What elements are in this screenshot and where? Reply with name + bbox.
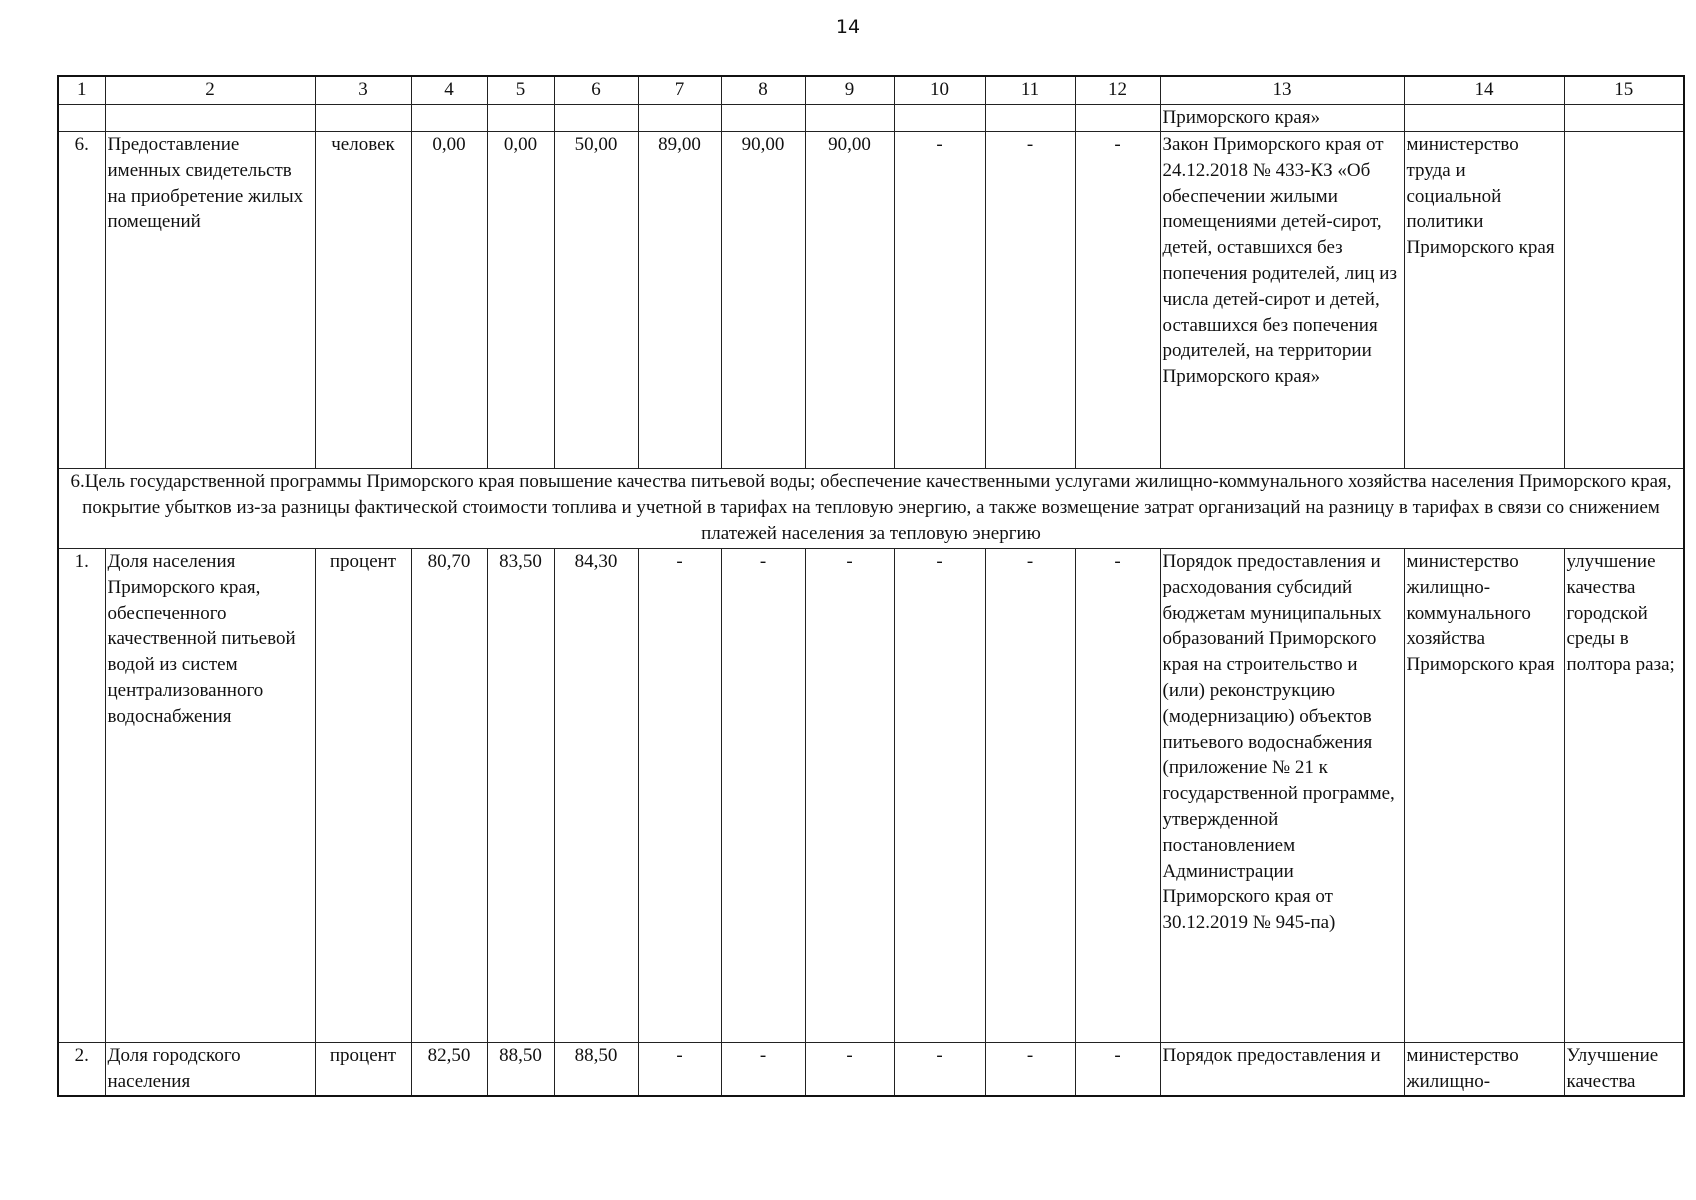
- legal-basis: Порядок предоставления и расходования субсидий бюджетам муниципальных образований Приморского края на строительство и (или) реконструкцию (модернизацию) объектов питьевого водоснабжения (приложение № 21 к государственной программе, утвержденной постановлением Администрации Приморского края от 30.12.2019 № 945-па): [1160, 549, 1404, 1043]
- indicator-name: Доля населения Приморского края, обеспеченного качественной питьевой водой из систем централизованного водоснабжения: [105, 549, 315, 1043]
- unit: процент: [315, 1043, 411, 1096]
- value-7: -: [638, 549, 721, 1043]
- col-header: 12: [1075, 76, 1160, 105]
- column-number-row: [58, 76, 1684, 105]
- col-header: 6: [554, 76, 638, 105]
- value-9: -: [805, 549, 894, 1043]
- row-number: 1.: [58, 549, 105, 1043]
- value-10: -: [894, 1043, 985, 1096]
- value-4: 82,50: [411, 1043, 487, 1096]
- value-8: -: [721, 1043, 805, 1096]
- value-11: -: [985, 132, 1075, 469]
- legal-basis: Порядок предоставления и: [1160, 1043, 1404, 1096]
- expected-result: Улучшение качества: [1564, 1043, 1684, 1096]
- value-9: -: [805, 1043, 894, 1096]
- col-header: 14: [1404, 76, 1564, 105]
- expected-result: [1564, 132, 1684, 469]
- value-11: -: [985, 549, 1075, 1043]
- unit: процент: [315, 549, 411, 1043]
- value-4: 0,00: [411, 132, 487, 469]
- value-12: -: [1075, 549, 1160, 1043]
- row-number: 6.: [58, 132, 105, 469]
- value-5: 88,50: [487, 1043, 554, 1096]
- value-6: 88,50: [554, 1043, 638, 1096]
- col-header: 4: [411, 76, 487, 105]
- value-7: 89,00: [638, 132, 721, 469]
- value-5: 83,50: [487, 549, 554, 1043]
- basis-continuation: Приморского края»: [1160, 105, 1404, 132]
- unit: человек: [315, 132, 411, 469]
- table-row: [58, 549, 1684, 1043]
- col-header: 8: [721, 76, 805, 105]
- col-header: 9: [805, 76, 894, 105]
- col-header: 10: [894, 76, 985, 105]
- expected-result: улучшение качества городской среды в полтора раза;: [1564, 549, 1684, 1043]
- row-number: 2.: [58, 1043, 105, 1096]
- indicator-name: Доля городского населения: [105, 1043, 315, 1096]
- table-row: [58, 1043, 1684, 1096]
- value-12: -: [1075, 132, 1160, 469]
- value-7: -: [638, 1043, 721, 1096]
- value-8: 90,00: [721, 132, 805, 469]
- value-6: 50,00: [554, 132, 638, 469]
- page-number: 14: [835, 16, 861, 38]
- value-10: -: [894, 549, 985, 1043]
- value-5: 0,00: [487, 132, 554, 469]
- indicator-name: Предоставление именных свидетельств на приобретение жилых помещений: [105, 132, 315, 469]
- col-header: 2: [105, 76, 315, 105]
- goal-text: 6.Цель государственной программы Приморского края повышение качества питьевой воды; обеспечение качественными услугами жилищно-коммунального хозяйства населения Приморского края, покрытие убытков из-за разницы фактической стоимости топлива и учетной в тарифах на тепловую энергию, а также возмещение затрат организаций на разницу в тарифах в связи со снижением платежей населения за тепловую энергию: [58, 469, 1684, 549]
- value-12: -: [1075, 1043, 1160, 1096]
- value-10: -: [894, 132, 985, 469]
- legal-basis: Закон Приморского края от 24.12.2018 № 433-КЗ «Об обеспечении жилыми помещениями детей-сирот, детей, оставшихся без попечения родителей, лиц из числа детей-сирот и детей, оставшихся без попечения родителей, на территории Приморского края»: [1160, 132, 1404, 469]
- col-header: 11: [985, 76, 1075, 105]
- value-9: 90,00: [805, 132, 894, 469]
- responsible-body: министерство жилищно-коммунального хозяйства Приморского края: [1404, 549, 1564, 1043]
- table-row: [58, 132, 1684, 469]
- value-11: -: [985, 1043, 1075, 1096]
- responsible-body: министерство труда и социальной политики Приморского края: [1404, 132, 1564, 469]
- continuation-row: [58, 105, 1684, 132]
- col-header: 3: [315, 76, 411, 105]
- col-header: 1: [58, 76, 105, 105]
- indicators-table: [57, 75, 1685, 1097]
- value-4: 80,70: [411, 549, 487, 1043]
- value-6: 84,30: [554, 549, 638, 1043]
- responsible-body: министерство жилищно-: [1404, 1043, 1564, 1096]
- goal-row: [58, 469, 1684, 549]
- col-header: 13: [1160, 76, 1404, 105]
- col-header: 7: [638, 76, 721, 105]
- col-header: 15: [1564, 76, 1684, 105]
- col-header: 5: [487, 76, 554, 105]
- value-8: -: [721, 549, 805, 1043]
